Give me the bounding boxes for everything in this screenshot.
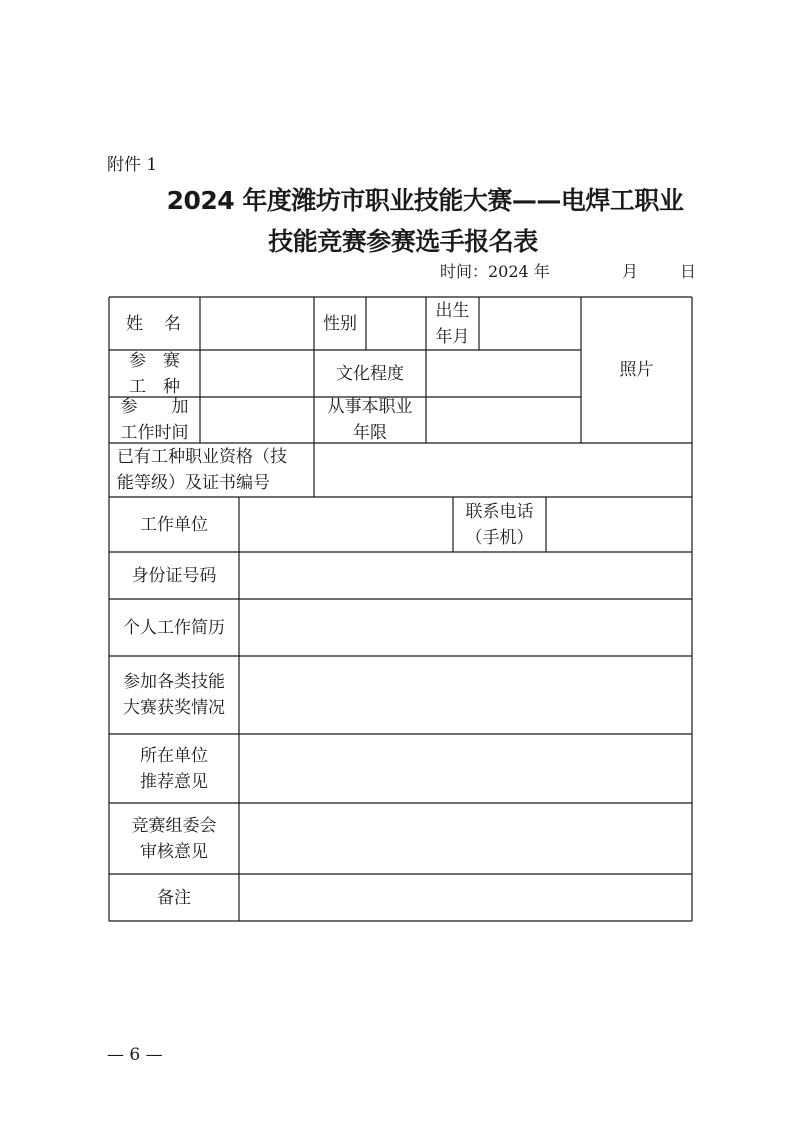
label-recommendation (109, 734, 239, 803)
field-gender[interactable] (366, 297, 426, 350)
label-years-line-2: 年限 (353, 423, 387, 443)
label-education: 文化程度 (336, 363, 404, 384)
label-id-number: 身份证号码 (131, 565, 217, 586)
label-birth (426, 297, 479, 350)
form-title-line-1: 2024 年度潍坊市职业技能大赛——电焊工职业 (166, 186, 684, 215)
label-trade-line-1: 参 赛 (129, 350, 180, 371)
date-month: 月 (622, 262, 639, 281)
label-gender: 性别 (323, 313, 357, 334)
label-phone-line-2: （手机） (465, 527, 534, 548)
label-review-line-1: 竞赛组委会 (131, 815, 217, 836)
field-work-start[interactable] (200, 397, 314, 443)
label-trade-line-2: 工 种 (129, 376, 180, 397)
field-employer[interactable] (239, 497, 453, 552)
field-phone[interactable] (546, 497, 692, 552)
field-qualification[interactable] (314, 443, 692, 497)
field-name[interactable] (200, 297, 314, 350)
photo-box[interactable] (581, 297, 692, 443)
label-work-start (109, 397, 200, 443)
label-qualification-line-2: 能等级）及证书编号 (117, 473, 270, 493)
label-awards (109, 656, 239, 734)
label-qualification (109, 443, 314, 497)
field-awards[interactable] (239, 656, 692, 734)
label-photo: 照片 (619, 360, 654, 380)
label-work-start-line-1: 参 加 (120, 397, 189, 417)
label-qualification-line-1: 已有工种职业资格（技 (117, 447, 287, 467)
date-day: 日 (680, 262, 697, 281)
field-resume[interactable] (239, 599, 692, 656)
form-title-line-2: 技能竞赛参赛选手报名表 (268, 227, 538, 256)
label-phone (453, 497, 546, 552)
field-trade[interactable] (200, 350, 314, 397)
date-year: 时间：2024 年 (440, 262, 550, 281)
label-review-line-2: 审核意见 (140, 841, 208, 862)
field-remarks[interactable] (239, 874, 692, 921)
field-id-number[interactable] (239, 552, 692, 599)
field-education[interactable] (426, 350, 581, 397)
label-recommendation-line-1: 所在单位 (140, 745, 208, 766)
field-recommendation[interactable] (239, 734, 692, 803)
label-employer: 工作单位 (140, 514, 208, 535)
label-name: 姓 名 (126, 313, 183, 334)
label-remarks: 备注 (157, 887, 191, 908)
label-review (109, 803, 239, 874)
field-review[interactable] (239, 803, 692, 874)
field-birth[interactable] (479, 297, 581, 350)
field-years[interactable] (426, 397, 581, 443)
label-phone-line-1: 联系电话 (465, 501, 534, 522)
label-trade (109, 350, 200, 397)
label-resume: 个人工作简历 (123, 617, 225, 638)
page-number: — 6 — (107, 1045, 163, 1065)
label-birth-line-2: 年月 (435, 326, 470, 347)
attachment-label: 附件 1 (107, 155, 158, 175)
label-awards-line-1: 参加各类技能 (123, 672, 225, 692)
label-years (314, 397, 426, 443)
label-work-start-line-2: 工作时间 (120, 423, 189, 443)
label-recommendation-line-2: 推荐意见 (140, 771, 208, 792)
label-birth-line-1: 出生 (435, 300, 470, 321)
label-years-line-1: 从事本职业 (327, 397, 413, 417)
label-awards-line-2: 大赛获奖情况 (123, 698, 225, 718)
